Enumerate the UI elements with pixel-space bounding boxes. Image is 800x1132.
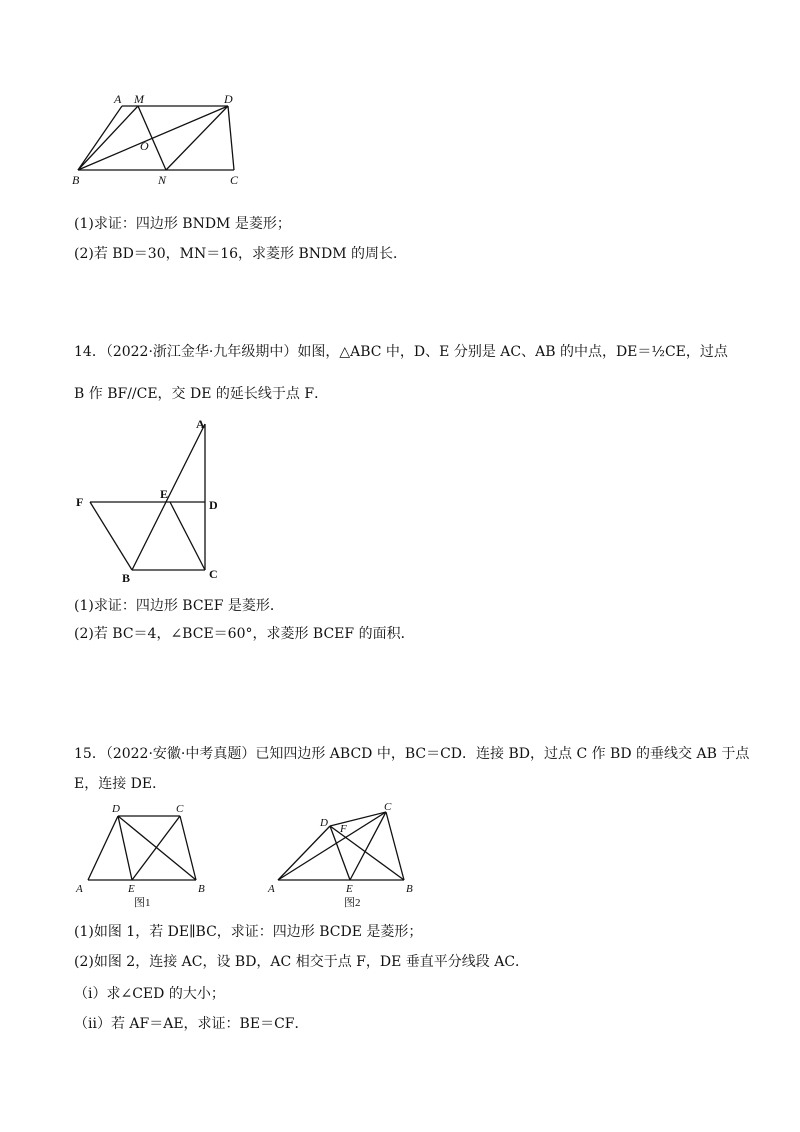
q15-fig2-label-F: F	[340, 823, 347, 835]
q15-fig2-label-D: D	[320, 817, 328, 829]
q15-sub1: （ⅰ）求∠CED 的大小；	[74, 986, 225, 1002]
q14-figure	[70, 410, 230, 585]
q15-figure2-svg	[262, 800, 432, 910]
q14-label-D: D	[209, 498, 218, 512]
q15-stem-line1: 15．（2022·安徽·中考真题）已知四边形 ABCD 中，BC＝CD．连接 BD，过点 C 作 BD 的垂线交 AB 于点	[74, 746, 750, 762]
q15-fig2-caption: 图2	[344, 897, 361, 909]
q15-sub2: （ⅱ）若 AF＝AE，求证：BE＝CF．	[74, 1016, 309, 1032]
q15-fig2-label-C: C	[384, 801, 392, 813]
q15-fig1-caption: 图1	[134, 897, 151, 909]
q13-label-D: D	[224, 92, 233, 106]
q13-figure-svg	[70, 90, 250, 190]
q13-figure	[70, 90, 250, 190]
q13-part2: (2)若 BD＝30，MN＝16，求菱形 BNDM 的周长．	[74, 246, 408, 262]
q15-fig2-label-A: A	[268, 883, 275, 895]
q15-stem-line2: E，连接 DE．	[74, 776, 167, 792]
q13-label-N: N	[158, 173, 167, 187]
q15-fig2-label-B: B	[406, 883, 413, 895]
q14-label-B: B	[122, 571, 131, 585]
q14-stem-line2: B 作 BF//CE，交 DE 的延长线于点 F．	[74, 386, 329, 402]
q13-label-O: O	[140, 139, 149, 153]
q15-figure2	[262, 800, 432, 910]
q14-label-F: F	[76, 495, 84, 509]
q14-part1: (1)求证：四边形 BCEF 是菱形．	[74, 598, 284, 614]
q15-fig2-label-E: E	[346, 883, 353, 895]
q14-part2: (2)若 BC＝4，∠BCE＝60°，求菱形 BCEF 的面积．	[74, 626, 415, 642]
q15-fig1-label-B: B	[198, 883, 205, 895]
q15-figure1	[70, 800, 220, 910]
q14-label-E: E	[160, 487, 169, 501]
q15-fig1-label-D: D	[112, 803, 120, 815]
q13-label-C: C	[230, 173, 239, 187]
q14-label-A: A	[196, 417, 205, 431]
q15-fig1-label-C: C	[176, 803, 184, 815]
q14-stem-line1: 14．（2022·浙江金华·九年级期中）如图，△ABC 中，D、E 分别是 AC、AB 的中点，DE＝½CE，过点	[74, 344, 728, 360]
q14-label-C: C	[209, 567, 218, 581]
q15-part2: (2)如图 2，连接 AC，设 BD，AC 相交于点 F，DE 垂直平分线段 AC．	[74, 954, 530, 970]
q15-figure1-svg	[70, 800, 220, 910]
q15-fig1-label-A: A	[76, 883, 83, 895]
q13-label-B: B	[72, 173, 80, 187]
q13-label-M: M	[134, 92, 144, 106]
q13-part1: (1)求证：四边形 BNDM 是菱形；	[74, 216, 291, 232]
q15-part1: (1)如图 1，若 DE∥BC，求证：四边形 BCDE 是菱形；	[74, 924, 423, 940]
q14-figure-svg	[70, 410, 230, 585]
q13-label-A: A	[114, 92, 122, 106]
q15-fig1-label-E: E	[128, 883, 135, 895]
